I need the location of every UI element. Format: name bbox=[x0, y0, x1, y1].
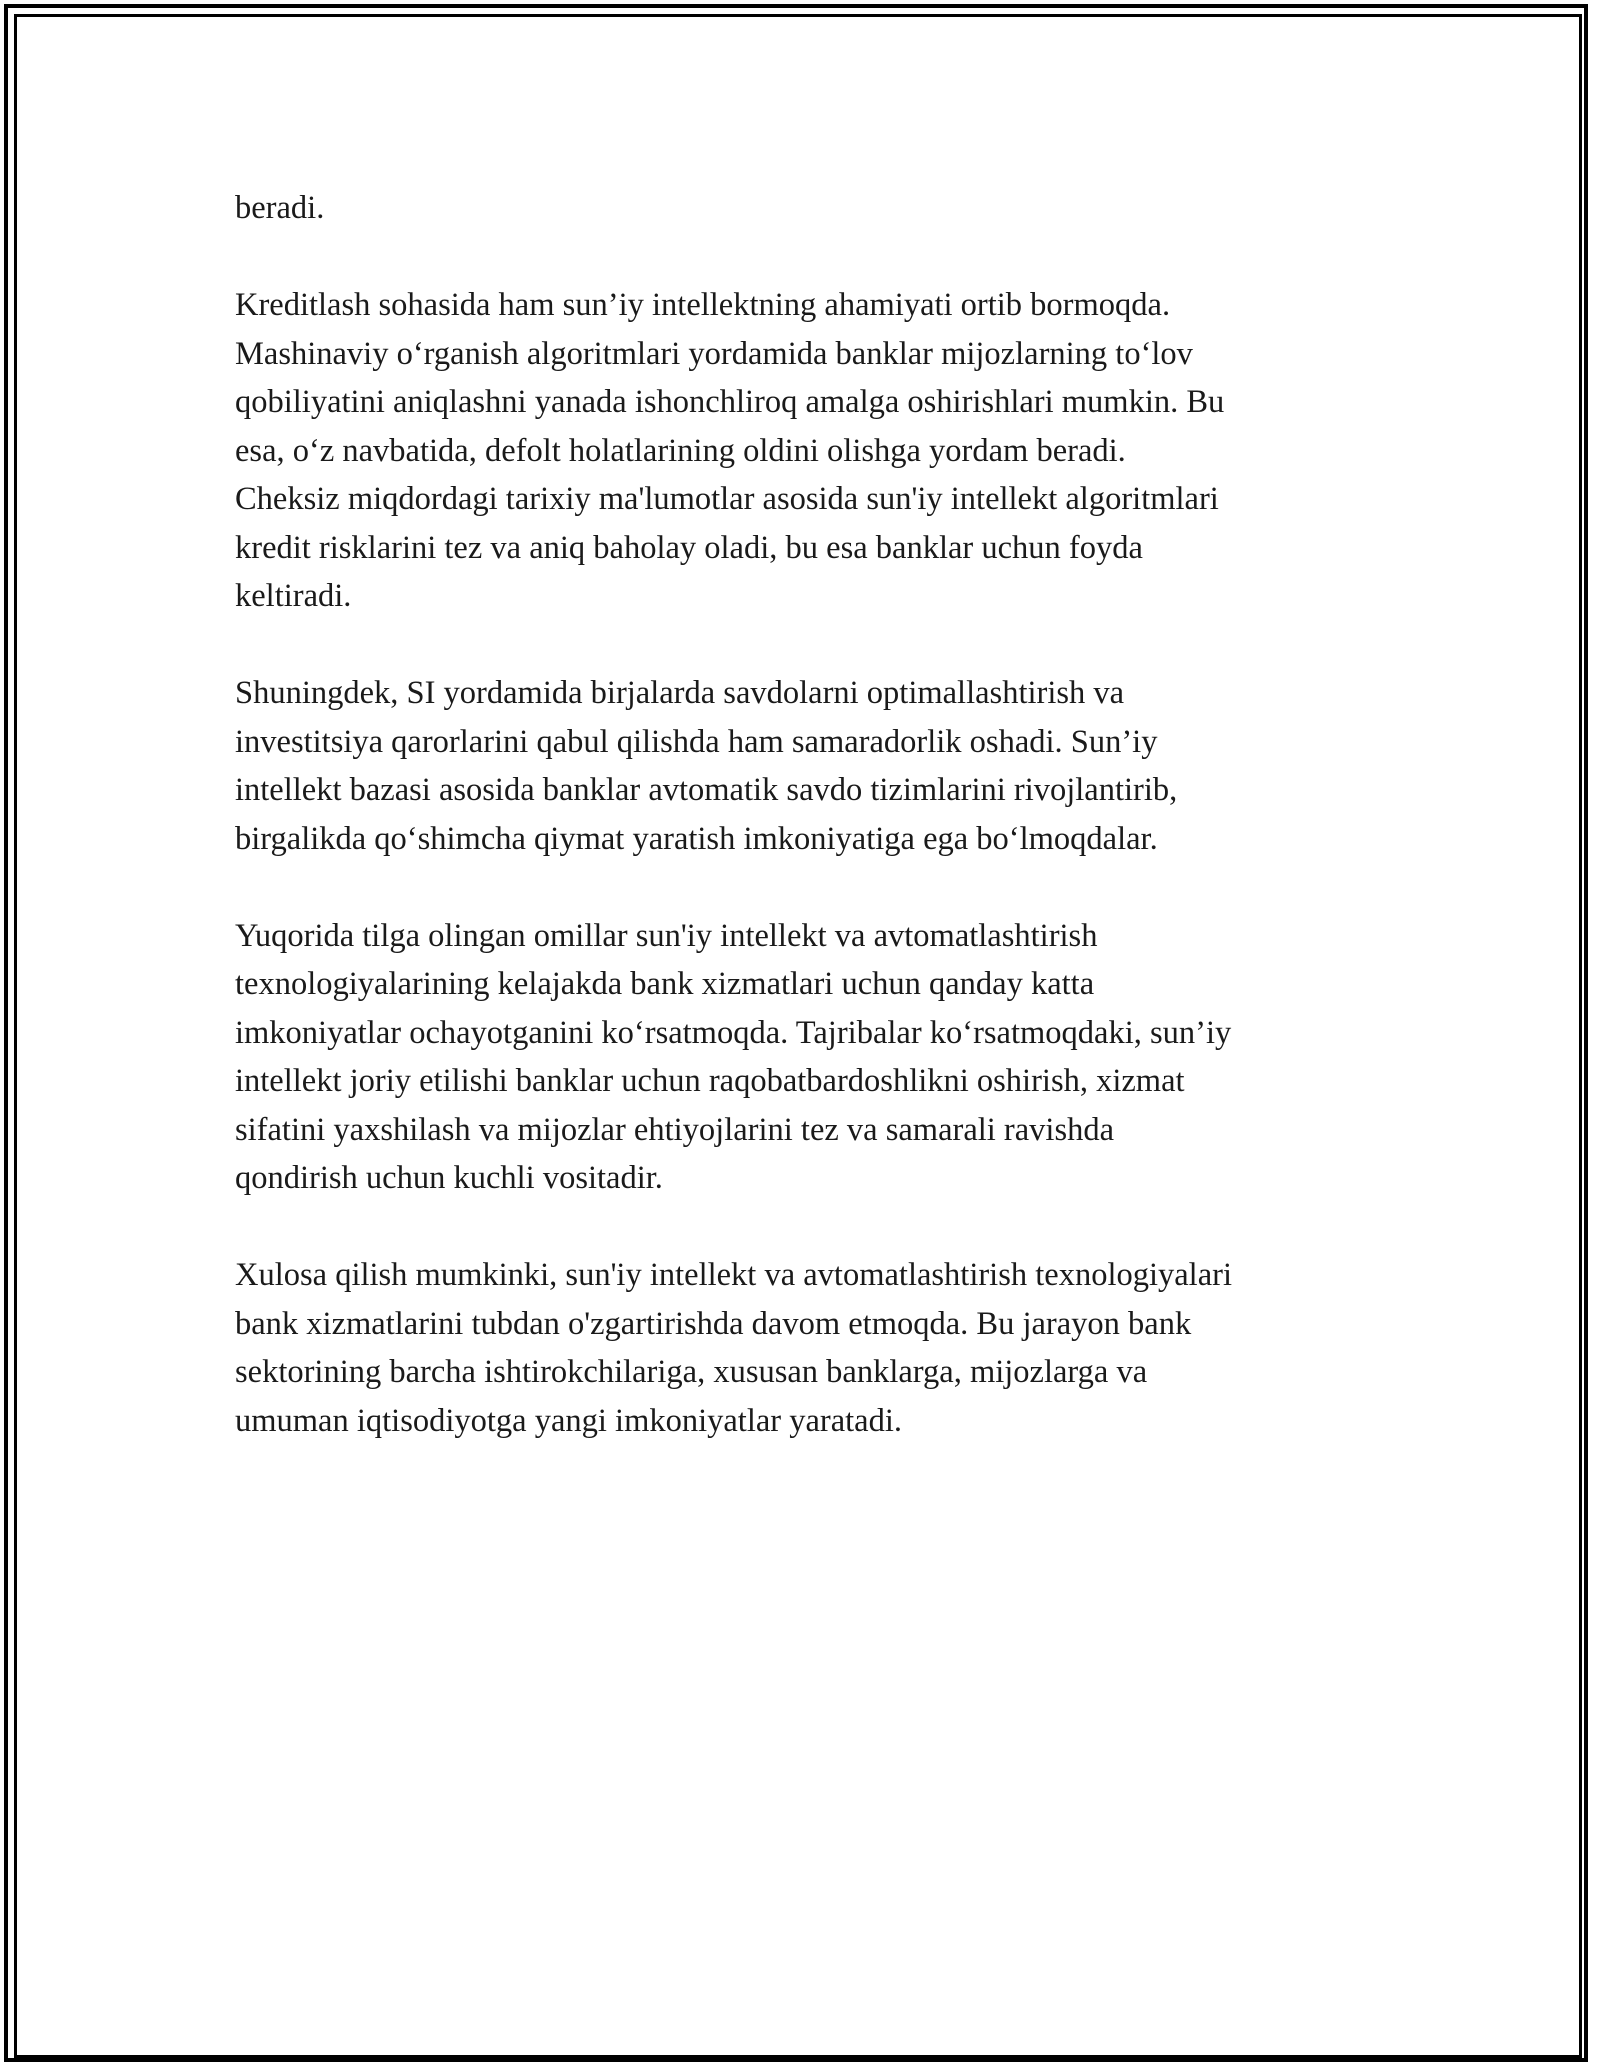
text-line: birgalikda qo‘shimcha qiymat yaratish imkoniyatiga ega bo‘lmoqdalar. bbox=[235, 820, 1158, 857]
text-line: keltiradi. bbox=[235, 578, 352, 614]
text-line: intellekt joriy etilishi banklar uchun raqobatbardoshlikni oshirish, xizmat bbox=[235, 1063, 1185, 1099]
text-line: esa, o‘z navbatida, defolt holatlarining oldini olishga yordam beradi. bbox=[235, 432, 1126, 469]
paragraph-1 bbox=[235, 184, 1385, 233]
text-line: qobiliyatini aniqlashni yanada ishonchliroq amalga oshirishlari mumkin. Bu bbox=[235, 384, 1225, 420]
text-line: Mashinaviy o‘rganish algoritmlari yordamida banklar mijozlarning to‘lov bbox=[235, 335, 1193, 372]
paragraph-2 bbox=[235, 281, 1385, 621]
text-line: investitsiya qarorlarini qabul qilishda ham samaradorlik oshadi. Sun’iy bbox=[235, 723, 1158, 760]
text-line: bank xizmatlarini tubdan o'zgartirishda davom etmoqda. Bu jarayon bank bbox=[235, 1305, 1192, 1342]
paragraph-4 bbox=[235, 912, 1385, 1203]
text-line: intellekt bazasi asosida banklar avtomatik savdo tizimlarini rivojlantirib, bbox=[235, 772, 1178, 808]
text-line: sifatini yaxshilash va mijozlar ehtiyojlarini tez va samarali ravishda bbox=[235, 1111, 1115, 1148]
document-body bbox=[235, 184, 1385, 1494]
text-line: imkoniyatlar ochayotganini ko‘rsatmoqda. Tajribalar ko‘rsatmoqdaki, sun’iy bbox=[235, 1014, 1232, 1051]
text-line: texnologiyalarining kelajakda bank xizmatlari uchun qanday katta bbox=[235, 966, 1095, 1002]
text-line: Shuningdek, SI yordamida birjalarda savdolarni optimallashtirish va bbox=[235, 675, 1125, 711]
text-line: kredit risklarini tez va aniq baholay oladi, bu esa banklar uchun foyda bbox=[235, 529, 1143, 566]
text-line: beradi. bbox=[235, 190, 325, 226]
text-line: Cheksiz miqdordagi tarixiy ma'lumotlar asosida sun'iy intellekt algoritmlari bbox=[235, 481, 1219, 517]
text-line: sektorining barcha ishtirokchilariga, xususan banklarga, mijozlarga va bbox=[235, 1354, 1148, 1390]
text-line: qondirish uchun kuchli vositadir. bbox=[235, 1160, 663, 1196]
text-line: Xulosa qilish mumkinki, sun'iy intellekt va avtomatlashtirish texnologiyalari bbox=[235, 1257, 1232, 1293]
paragraph-5 bbox=[235, 1251, 1385, 1445]
text-line: Yuqorida tilga olingan omillar sun'iy intellekt va avtomatlashtirish bbox=[235, 917, 1098, 954]
paragraph-3 bbox=[235, 669, 1385, 863]
text-line: umuman iqtisodiyotga yangi imkoniyatlar yaratadi. bbox=[235, 1402, 903, 1439]
text-line: Kreditlash sohasida ham sun’iy intellektning ahamiyati ortib bormoqda. bbox=[235, 287, 1171, 323]
